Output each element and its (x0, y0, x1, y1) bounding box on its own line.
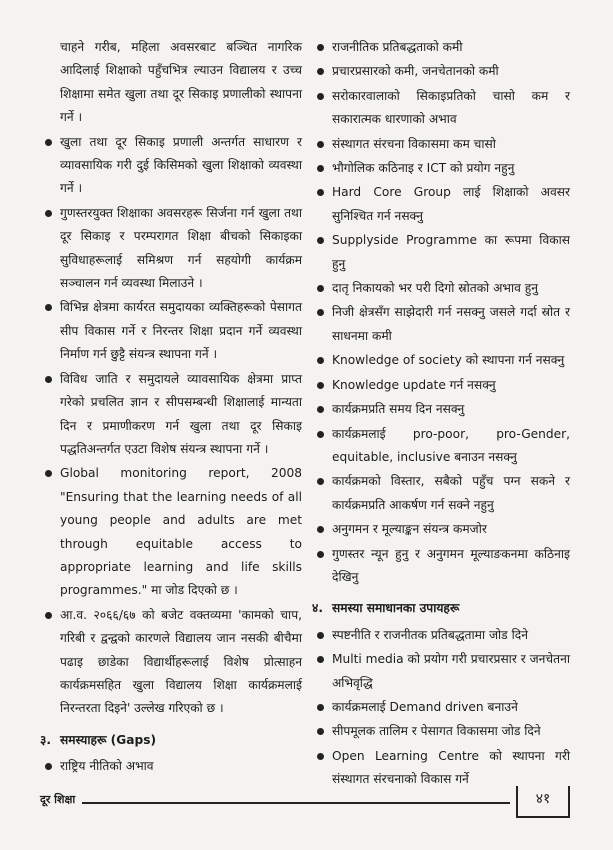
section-number: ४. (312, 601, 323, 616)
bullet-icon (317, 68, 324, 75)
list-item (312, 374, 570, 397)
list-item (312, 133, 570, 156)
list-item (40, 755, 302, 778)
bullet-icon (45, 763, 52, 770)
list-item-text: स्पष्टनीति र राजनीतक प्रतिबद्धतामा जोड दिने (332, 627, 528, 642)
list-item-text: विविध जाति र समुदायले व्यावसायिक क्षेत्रमा प्राप्त गरेको प्रचलित ज्ञान र सीपसम्बन्धी शिक्षालाई मान्यता दिन र प्रमाणीकरण गर्न खुला तथा दूर सिकाइ पद्धतिअन्तर्गत एउटा विशेष संयन्त्र स्थापना गर्ने । (60, 371, 302, 456)
left-column (40, 36, 302, 780)
list-item (40, 296, 302, 366)
list-item (312, 518, 570, 541)
list-item (312, 470, 570, 517)
bullet-icon (317, 431, 324, 438)
list-item-text: Hard Core Group लाई शिक्षाको अवसर सुनिश्चित गर्न नसक्नु (332, 185, 570, 223)
list-item (40, 202, 302, 296)
list-item-text: संस्थागत संरचना विकासमा कम चासो (332, 136, 496, 151)
page-number: ४१ (516, 786, 570, 818)
right-column (312, 36, 570, 793)
list-item (40, 368, 302, 462)
list-item-text: Open Learning Centre को स्थापना गरी संस्थागत संरचनाको विकास गर्ने (332, 748, 570, 787)
list-item (312, 60, 570, 83)
list-item (312, 181, 570, 228)
list-item-text: कार्यक्रमप्रति समय दिन नसक्नु (332, 402, 465, 417)
bullet-icon (45, 612, 52, 619)
bullet-icon (317, 632, 324, 639)
bullet-icon (317, 165, 324, 172)
section-title: समस्या समाधानका उपायहरू (332, 601, 460, 616)
list-item (312, 229, 570, 276)
list-item (312, 301, 570, 348)
list-item-text: गुणस्तरयुक्त शिक्षाका अवसरहरू सिर्जना गर्न खुला तथा दूर सिकाइ र परम्परागत शिक्षा बीचको सिकाइका सुविधाहरूलाई समिश्रण गर्न सहयोगी कार्यक्रम सञ्चालन गर्न व्यवस्था मिलाउने । (60, 205, 302, 291)
bullet-icon (317, 357, 324, 364)
list-item-text: कार्यक्रमको विस्तार, सबैको पहुँच पग्न सकने र कार्यक्रमप्रति आकर्षण गर्न सक्ने नहुनु (332, 474, 570, 512)
bullet-icon (45, 210, 52, 217)
bullet-icon (45, 470, 52, 477)
list-item-text: भौगोलिक कठिनाइ र ICT को प्रयोग नहुनु (332, 161, 515, 176)
bullet-icon (317, 93, 324, 100)
list-item-text: निजी क्षेत्रसँग साझेदारी गर्न नसक्नु जसले गर्दा स्रोत र साधनमा कमी (332, 305, 570, 343)
bullet-icon (317, 704, 324, 711)
list-item (312, 624, 570, 647)
list-item-text: दातृ निकायको भर परी दिगो स्रोतको अभाव हुनु (332, 281, 539, 296)
list-item-text: खुला तथा दूर सिकाइ प्रणाली अन्तर्गत साधारण र व्यावसायिक गरी दुई किसिमको खुला शिक्षाको व्यवस्था गर्ने । (60, 134, 302, 196)
bullet-icon (317, 44, 324, 51)
list-item (40, 462, 302, 602)
list-item (40, 604, 302, 721)
bullet-icon (317, 237, 324, 244)
list-item-text: Knowledge of society को स्थापना गर्न नसक्नु (332, 353, 565, 368)
bullet-icon (317, 478, 324, 485)
list-item-text: राष्ट्रिय नीतिको अभाव (60, 759, 154, 774)
list-item (312, 398, 570, 421)
bullet-icon (317, 309, 324, 316)
list-item-text: अनुगमन र मूल्याङ्कन संयन्त्र कमजोर (332, 522, 487, 537)
bullet-icon (317, 285, 324, 292)
footer-rule (82, 802, 510, 804)
list-item-text: Global monitoring report, 2008 "Ensuring that the learning needs of all young people and adults are met through equitable access to appropriate learning and life skills programmes." मा जोड दिएको छ । (60, 466, 302, 598)
bullet-icon (317, 656, 324, 663)
bullet-icon (317, 189, 324, 196)
list-item-text: प्रचारप्रसारको कमी, जनचेतानको कमी (332, 64, 499, 79)
list-item-text: गुणस्तर न्यून हुनु र अनुगमन मूल्याङकनमा कठिनाइ देखिनु (332, 546, 570, 584)
intro-paragraph: चाहने गरीब, महिला अवसरबाट बञ्चित नागरिक आदिलाई शिक्षाको पहुँचभित्र ल्याउन विद्यालय र उच्च शिक्षामा समेत खुला तथा दूर सिकाइ प्रणालीको स्थापना गर्ने । (60, 40, 302, 125)
bullet-icon (317, 382, 324, 389)
list-item (40, 131, 302, 201)
list-item (312, 696, 570, 719)
list-item-text: विभिन्न क्षेत्रमा कार्यरत समुदायका व्यक्तिहरूको पेसागत सीप विकास गर्ने र निरन्तर शिक्षा प्रदान गर्ने व्यवस्था निर्माण गर्न छुट्टै संयन्त्र स्थापना गर्ने । (60, 300, 302, 362)
list-item-text: Multi media को प्रयोग गरी प्रचारप्रसार र जनचेतना अभिवृद्धि (332, 652, 570, 690)
bullet-icon (317, 753, 324, 760)
list-item-text: कार्यक्रमलाई Demand driven बनाउने (332, 699, 518, 714)
bullet-icon (317, 526, 324, 533)
list-item-text: सरोकारवालाको सिकाइप्रतिको चासो कम र सकारात्मक धारणाको अभाव (332, 88, 570, 127)
list-item (312, 648, 570, 695)
list-item (312, 543, 570, 590)
section-title: समस्याहरू (Gaps) (60, 732, 157, 747)
list-item (312, 157, 570, 180)
list-item-text: आ.व. २०६६/६७ को बजेट वक्तव्यमा 'कामको चाप, गरिबी र द्वन्द्वको कारणले विद्यालय जान नसकी बीचैमा पढाइ छाडेका विद्यार्थीहरूलाई विशेष प्रोत्साहन कार्यक्रमसहित खुला विद्यालय शिक्षा कार्यक्रमलाई निरन्तरता दिइने' उल्लेख गरिएको छ । (60, 607, 302, 716)
bullet-icon (317, 551, 324, 558)
bullet-icon (45, 304, 52, 311)
list-item (312, 36, 570, 59)
list-item-text: Supplyside Programme का रूपमा विकास हुनु (332, 233, 570, 271)
page-footer (40, 790, 570, 814)
list-item (312, 85, 570, 132)
list-item (312, 720, 570, 743)
list-item (312, 423, 570, 470)
list-item (312, 277, 570, 300)
footer-label: दूर शिक्षा (40, 793, 76, 806)
section-number: ३. (40, 732, 51, 747)
list-item-text: कार्यक्रमलाई pro-poor, pro-Gender, equitable, inclusive बनाउन नसक्नु (332, 426, 570, 464)
bullet-icon (317, 141, 324, 148)
bullet-icon (317, 728, 324, 735)
list-item-text: राजनीतिक प्रतिबद्धताको कमी (332, 40, 463, 54)
list-item (312, 745, 570, 792)
bullet-icon (45, 139, 52, 146)
list-item-text: Knowledge update गर्न नसक्नु (332, 377, 496, 392)
section-heading-gaps (40, 729, 302, 752)
bullet-icon (317, 406, 324, 413)
bullet-icon (45, 376, 52, 383)
list-item (312, 349, 570, 372)
list-item-text: सीपमूलक तालिम र पेसागत विकासमा जोड दिने (332, 724, 541, 739)
section-heading-solutions (312, 597, 570, 620)
